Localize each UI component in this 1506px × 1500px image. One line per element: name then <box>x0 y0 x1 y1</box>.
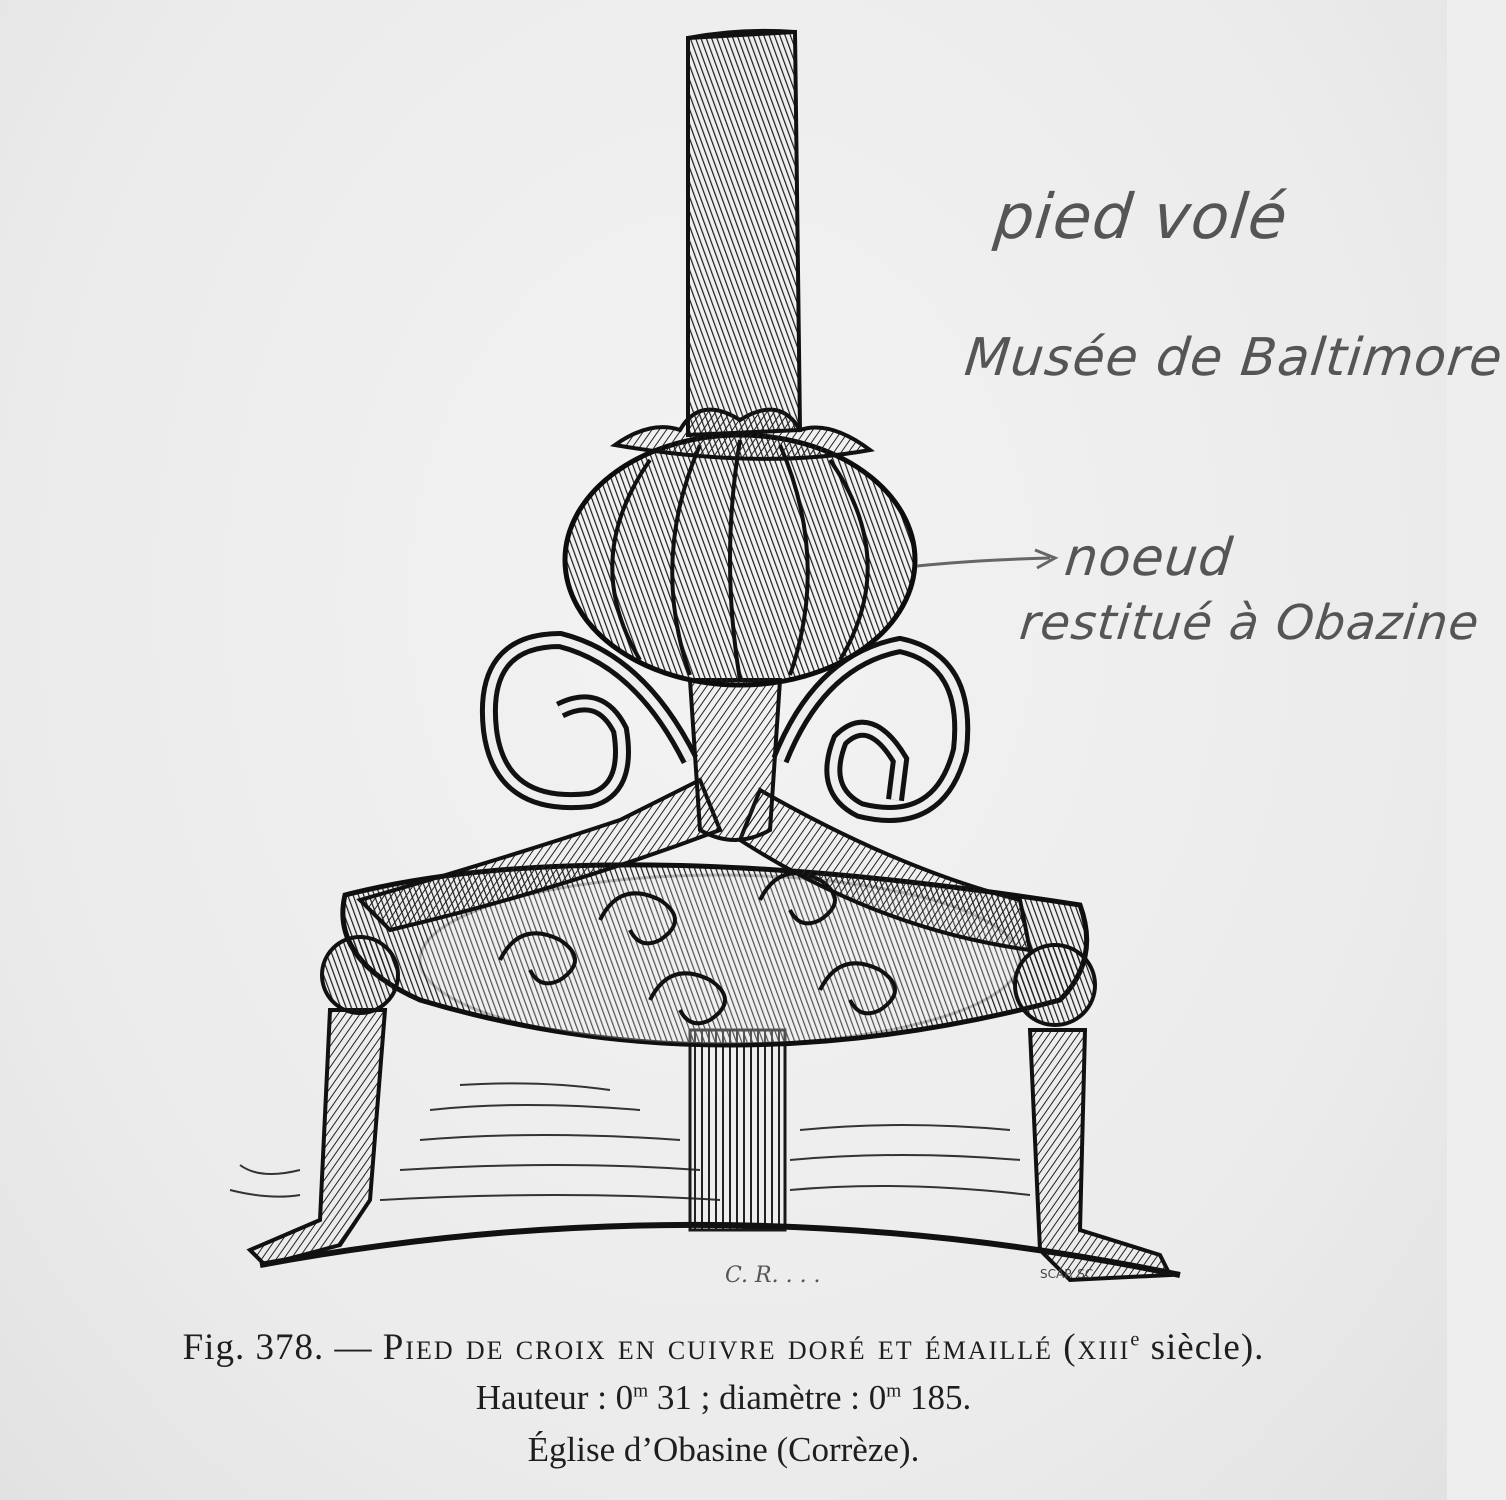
dimensions-unit-1: m <box>633 1380 649 1402</box>
dimensions-unit-2: m <box>886 1380 902 1402</box>
knop <box>565 435 915 685</box>
lion-head-left <box>322 937 398 1013</box>
figure-label: Fig. 378. — <box>182 1327 373 1368</box>
figure-century: (xiii <box>1063 1327 1131 1368</box>
neck <box>690 680 780 840</box>
lion-head-right <box>1015 945 1095 1025</box>
engraver-mark: SCAP. SC <box>1040 1267 1094 1281</box>
handwritten-note-pied-vole: pied volé <box>991 180 1292 253</box>
leg-right <box>1030 1030 1170 1280</box>
dimensions-end: 185. <box>901 1378 972 1417</box>
handwritten-note-noeud: noeud <box>1061 528 1236 588</box>
figure-caption-title <box>0 1326 1447 1369</box>
century-superscript: e <box>1130 1328 1141 1351</box>
lower-shaft <box>690 1030 785 1230</box>
figure-century-end: siècle). <box>1140 1327 1265 1368</box>
figure-title: Pied de croix en cuivre doré et émaillé <box>382 1327 1053 1368</box>
leg-left <box>250 1010 385 1265</box>
engraver-signature: C. R. . . . <box>725 1263 821 1288</box>
figure-dimensions <box>0 1378 1447 1418</box>
figure-location: Église d’Obasine (Corrèze). <box>527 1430 920 1469</box>
dimensions-prefix: Hauteur : 0 <box>475 1378 634 1417</box>
handwritten-note-restitue: restitué à Obazine <box>1017 595 1483 651</box>
upper-shaft <box>688 32 800 435</box>
handwritten-note-musee: Musée de Baltimore <box>961 328 1506 388</box>
dimensions-mid: 31 ; diamètre : 0 <box>648 1378 887 1417</box>
pencil-arrow <box>915 548 1065 578</box>
